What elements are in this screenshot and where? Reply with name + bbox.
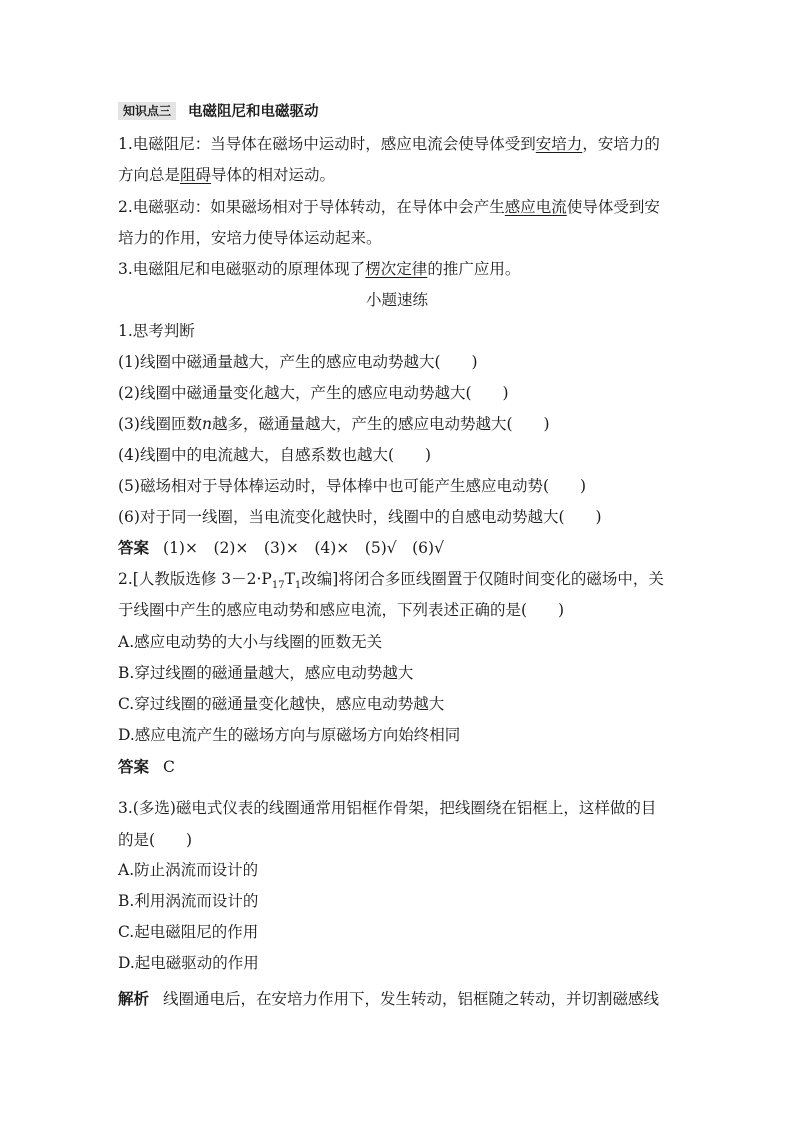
point-1-text: 1.电磁阻尼：当导体在磁场中运动时，感应电流会使导体受到: [118, 135, 536, 153]
point-2-text: 2.电磁驱动：如果磁场相对于导体转动，在导体中会产生: [118, 198, 505, 216]
point-3-underlined-term: 楞次定律: [365, 260, 428, 278]
analysis-label: 解析: [118, 990, 150, 1008]
point-1-text-end: ，安培力的: [582, 135, 660, 153]
q3-option-c: C.起电磁阻尼的作用: [118, 923, 259, 941]
q2-option-d: D.感应电流产生的磁场方向与原磁场方向始终相同: [118, 726, 461, 744]
q3-analysis-text: 线圈通电后，在安培力作用下，发生转动，铝框随之转动，并切割磁感线: [163, 990, 660, 1008]
q1-item-2: (2)线圈中磁通量变化越大，产生的感应电动势越大( ): [118, 384, 509, 402]
point-2-line-1: [118, 196, 660, 218]
point-1-line-2: [118, 164, 335, 186]
q3-line-2: 的是( ): [118, 831, 193, 849]
point-1-underlined-term-2: 阻碍: [180, 166, 212, 184]
point-1-line-2-end: 导体的相对运动。: [211, 166, 336, 184]
answer-label: 答案: [118, 758, 150, 776]
q3-option-a: A.防止涡流而设计的: [118, 861, 259, 879]
point-2-line-2: 培力的作用，安培力使导体运动起来。: [118, 229, 382, 247]
q1-item-3: [118, 413, 550, 435]
q2-answer-text: C: [163, 758, 175, 776]
q3-line-1: 3.(多选)磁电式仪表的线圈通常用铝框作骨架，把线圈绕在铝框上，这样做的目: [118, 799, 657, 817]
point-2-text-end: 使导体受到安: [566, 198, 660, 216]
point-1-line-2-text: 方向总是: [118, 166, 181, 184]
q2-option-a: A.感应电动势的大小与线圈的匝数无关: [118, 633, 383, 651]
point-1-line-1: [118, 133, 660, 155]
section-title: 电磁阻尼和电磁驱动: [188, 104, 319, 120]
q1-item-3-rest: 越多，磁通量越大，产生的感应电动势越大( ): [211, 415, 550, 433]
q1-item-1: (1)线圈中磁通量越大，产生的感应电动势越大( ): [118, 353, 478, 371]
point-3-line: [118, 258, 520, 280]
q2-option-b: B.穿过线圈的磁通量越大，感应电动势越大: [118, 664, 414, 682]
q2-line-1: [118, 568, 664, 597]
q2-option-c: C.穿过线圈的磁通量变化越快，感应电动势越大: [118, 695, 445, 713]
q1-item-3-start: (3)线圈匝数: [118, 415, 202, 433]
q2-source-t: T: [284, 570, 295, 588]
section-header: [118, 100, 319, 123]
q2-answer: [118, 756, 175, 778]
q1-answer-text: (1)× (2)× (3)× (4)× (5)√ (6)√: [163, 539, 444, 557]
q1-item-6: (6)对于同一线圈，当电流变化越快时，线圈中的自感电动势越大( ): [118, 508, 602, 526]
q2-source-start: 2.[人教版选修 3－2·P: [118, 570, 272, 588]
point-1-underlined-term: 安培力: [535, 135, 583, 153]
point-2-underlined-term: 感应电流: [504, 198, 567, 216]
answer-label: 答案: [118, 539, 150, 557]
q2-line-1-rest: 改编]将闭合多匝线圈置于仅随时间变化的磁场中，关: [301, 570, 664, 588]
q1-title: 1.思考判断: [118, 322, 195, 340]
q1-item-4: (4)线圈中的电流越大，自感系数也越大( ): [118, 446, 432, 464]
point-3-text: 3.电磁阻尼和电磁驱动的原理体现了: [118, 260, 366, 278]
knowledge-point-tag: 知识点三: [118, 102, 176, 120]
q3-analysis: [118, 988, 659, 1010]
q1-answer: [118, 537, 444, 559]
q2-t-subscript: 1: [294, 580, 302, 592]
point-3-text-end: 的推广应用。: [427, 260, 521, 278]
q1-item-5: (5)磁场相对于导体棒运动时，导体棒中也可能产生感应电动势( ): [118, 477, 587, 495]
q2-page-subscript: 17: [271, 580, 285, 592]
q2-line-2: 于线圈中产生的感应电动势和感应电流，下列表述正确的是( ): [118, 601, 565, 619]
q3-option-d: D.起电磁驱动的作用: [118, 954, 259, 972]
q1-item-3-variable: n: [201, 415, 212, 433]
q3-option-b: B.利用涡流而设计的: [118, 892, 259, 910]
practice-title: 小题速练: [365, 291, 428, 309]
